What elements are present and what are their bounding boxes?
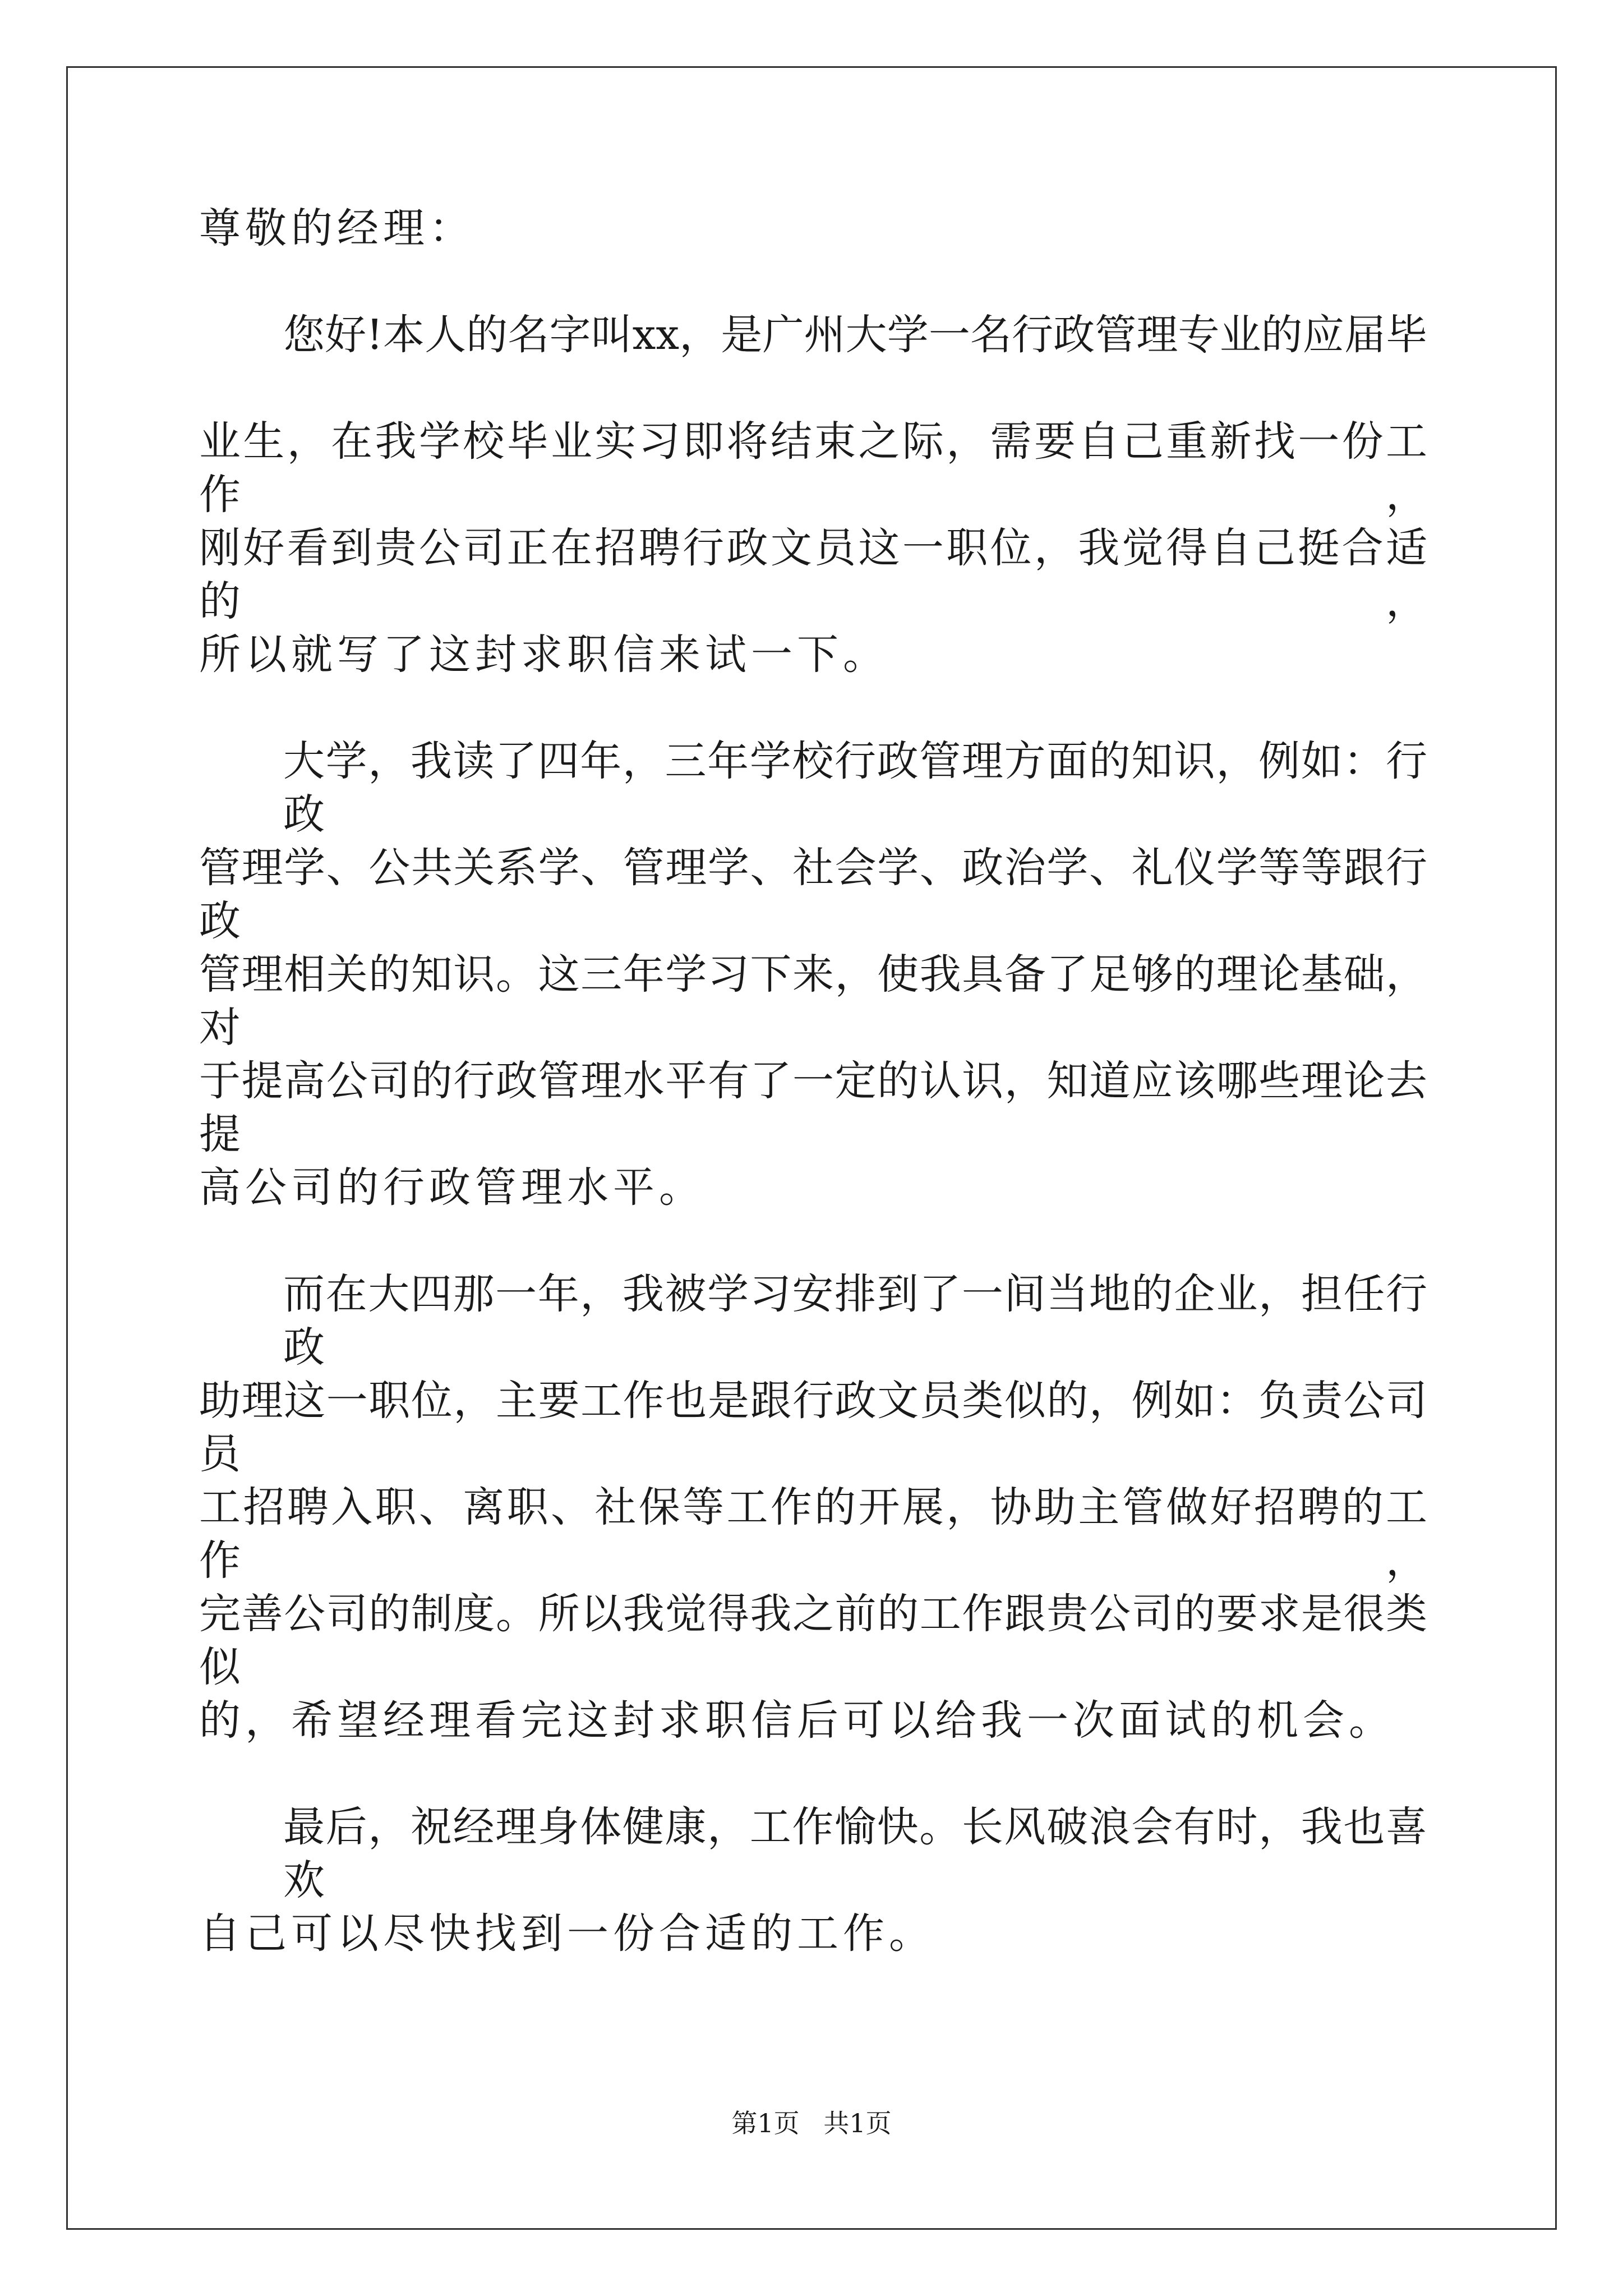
paragraph-3-line-3: 工招聘入职、离职、社保等工作的开展，协助主管做好招聘的工作，	[199, 1483, 1427, 1585]
paragraph-2-line-4: 于提高公司的行政管理水平有了一定的认识，知道应该哪些理论去提	[199, 1057, 1427, 1158]
paragraph-1-line-1: 您好!本人的名字叫xx，是广州大学一名行政管理专业的应届毕	[283, 311, 1427, 359]
paragraph-2-line-2: 管理学、公共关系学、管理学、社会学、政治学、礼仪学等等跟行政	[199, 844, 1427, 945]
paragraph-2-line-3: 管理相关的知识。这三年学习下来，使我具备了足够的理论基础，对	[199, 950, 1427, 1052]
paragraph-3-line-2: 助理这一职位，主要工作也是跟行政文员类似的，例如：负责公司员	[199, 1377, 1427, 1478]
paragraph-2-line-1: 大学，我读了四年，三年学校行政管理方面的知识，例如：行政	[283, 737, 1427, 839]
paragraph-4-line-1: 最后，祝经理身体健康，工作愉快。长风破浪会有时，我也喜欢	[283, 1803, 1427, 1904]
paragraph-4-line-2: 自己可以尽快找到一份合适的工作。	[199, 1910, 935, 1958]
page-total: 共1页	[823, 2108, 892, 2138]
salutation: 尊敬的经理：	[199, 204, 475, 252]
paragraph-3-line-1: 而在大四那一年，我被学习安排到了一间当地的企业，担任行政	[283, 1270, 1427, 1372]
paragraph-1-line-2: 业生，在我学校毕业实习即将结束之际，需要自己重新找一份工作，	[199, 417, 1427, 519]
page-footer	[0, 2106, 1623, 2140]
paragraph-3-line-5: 的，希望经理看完这封求职信后可以给我一次面试的机会。	[199, 1696, 1395, 1745]
paragraph-3-line-4: 完善公司的制度。所以我觉得我之前的工作跟贵公司的要求是很类似	[199, 1590, 1427, 1691]
paragraph-1-line-3: 刚好看到贵公司正在招聘行政文员这一职位，我觉得自己挺合适的，	[199, 524, 1427, 625]
page-number: 第1页	[731, 2108, 800, 2138]
paragraph-1-line-4: 所以就写了这封求职信来试一下。	[199, 631, 889, 679]
paragraph-2-line-5: 高公司的行政管理水平。	[199, 1163, 705, 1212]
letter-body	[199, 202, 1427, 2014]
